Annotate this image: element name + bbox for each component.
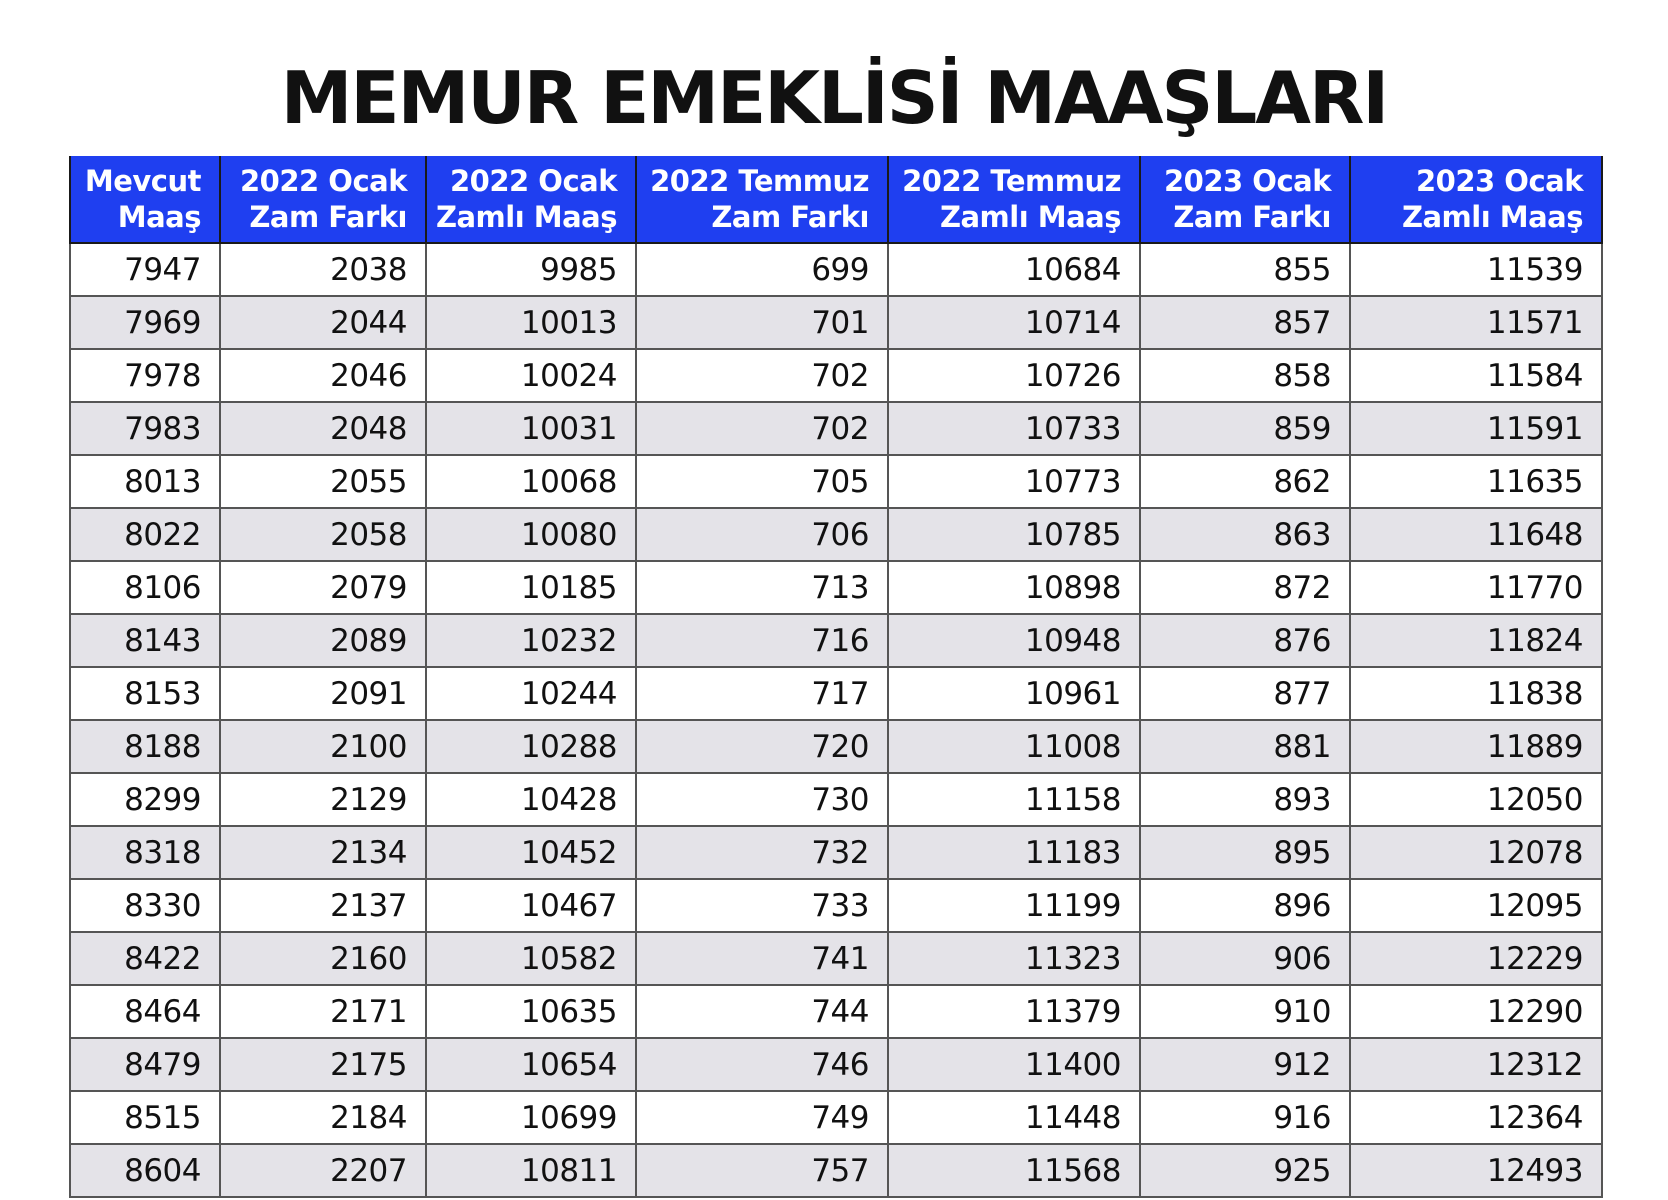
table-cell: 8515: [70, 1091, 220, 1144]
table-cell: 8299: [70, 773, 220, 826]
table-cell: 11379: [888, 985, 1140, 1038]
table-cell: 10080: [426, 508, 636, 561]
table-cell: 895: [1140, 826, 1350, 879]
table-cell: 2171: [220, 985, 426, 1038]
table-cell: 705: [636, 455, 888, 508]
table-cell: 10031: [426, 402, 636, 455]
table-row: [70, 349, 1602, 402]
table-cell: 11838: [1350, 667, 1602, 720]
table-cell: 862: [1140, 455, 1350, 508]
column-header-line: Mevcut: [84, 164, 201, 198]
table-cell: 7983: [70, 402, 220, 455]
column-header-line: 2023 Ocak: [1163, 164, 1331, 198]
table-cell: 10714: [888, 296, 1140, 349]
table-cell: 11008: [888, 720, 1140, 773]
table-cell: 8106: [70, 561, 220, 614]
column-header-line: Maaş: [117, 200, 201, 234]
table-cell: 857: [1140, 296, 1350, 349]
table-cell: 12290: [1350, 985, 1602, 1038]
table-cell: 11158: [888, 773, 1140, 826]
table-cell: 893: [1140, 773, 1350, 826]
table-cell: 10288: [426, 720, 636, 773]
table-row: [70, 455, 1602, 508]
table-cell: 2134: [220, 826, 426, 879]
table-cell: 757: [636, 1144, 888, 1197]
table-cell: 2129: [220, 773, 426, 826]
table-cell: 12229: [1350, 932, 1602, 985]
table-cell: 2038: [220, 243, 426, 296]
table-cell: 2175: [220, 1038, 426, 1091]
table-cell: 10811: [426, 1144, 636, 1197]
column-header-line: 2022 Ocak: [449, 164, 617, 198]
table-row: [70, 243, 1602, 296]
table-cell: 12364: [1350, 1091, 1602, 1144]
column-header-line: Zam Farkı: [1173, 200, 1331, 234]
column-header-2023-ocak-zamli-maas: [1350, 156, 1602, 243]
table-cell: 8479: [70, 1038, 220, 1091]
table-cell: 8143: [70, 614, 220, 667]
table-cell: 8013: [70, 455, 220, 508]
table-cell: 872: [1140, 561, 1350, 614]
table-row: [70, 932, 1602, 985]
table-cell: 10635: [426, 985, 636, 1038]
table-cell: 8188: [70, 720, 220, 773]
column-header-line: Zam Farkı: [249, 200, 407, 234]
table-cell: 10428: [426, 773, 636, 826]
table-cell: 8022: [70, 508, 220, 561]
table-cell: 7947: [70, 243, 220, 296]
table-cell: 11889: [1350, 720, 1602, 773]
table-cell: 730: [636, 773, 888, 826]
table-cell: 855: [1140, 243, 1350, 296]
table-cell: 702: [636, 349, 888, 402]
table-cell: 8318: [70, 826, 220, 879]
table-cell: 11648: [1350, 508, 1602, 561]
column-header-2022-temmuz-zam-farki: [636, 156, 888, 243]
table-row: [70, 561, 1602, 614]
table-cell: 2091: [220, 667, 426, 720]
column-header-line: Zamlı Maaş: [1401, 200, 1583, 234]
table-body: [70, 243, 1602, 1197]
table-cell: 2079: [220, 561, 426, 614]
table-cell: 8422: [70, 932, 220, 985]
table-cell: 859: [1140, 402, 1350, 455]
header-row: [70, 156, 1602, 243]
table-cell: 2100: [220, 720, 426, 773]
table-cell: 717: [636, 667, 888, 720]
table-cell: 11568: [888, 1144, 1140, 1197]
table-cell: 2044: [220, 296, 426, 349]
table-cell: 699: [636, 243, 888, 296]
table-cell: 916: [1140, 1091, 1350, 1144]
table-cell: 10684: [888, 243, 1140, 296]
table-cell: 11584: [1350, 349, 1602, 402]
table-cell: 11824: [1350, 614, 1602, 667]
table-cell: 881: [1140, 720, 1350, 773]
table-cell: 733: [636, 879, 888, 932]
table-row: [70, 1144, 1602, 1197]
table-cell: 12050: [1350, 773, 1602, 826]
table-row: [70, 879, 1602, 932]
column-header-2022-ocak-zamli-maas: [426, 156, 636, 243]
column-header-line: Zamlı Maaş: [435, 200, 617, 234]
table-cell: 2058: [220, 508, 426, 561]
table-cell: 11199: [888, 879, 1140, 932]
table-cell: 2160: [220, 932, 426, 985]
column-header-line: 2022 Temmuz: [650, 164, 869, 198]
table-row: [70, 508, 1602, 561]
column-header-line: Zamlı Maaş: [939, 200, 1121, 234]
table-cell: 744: [636, 985, 888, 1038]
table-cell: 746: [636, 1038, 888, 1091]
column-header-line: 2023 Ocak: [1415, 164, 1583, 198]
table-cell: 12493: [1350, 1144, 1602, 1197]
table-cell: 11770: [1350, 561, 1602, 614]
table-cell: 10785: [888, 508, 1140, 561]
table-cell: 10948: [888, 614, 1140, 667]
table-row: [70, 773, 1602, 826]
table-cell: 732: [636, 826, 888, 879]
column-header-line: 2022 Temmuz: [902, 164, 1121, 198]
table-row: [70, 720, 1602, 773]
table-cell: 7969: [70, 296, 220, 349]
table-cell: 10467: [426, 879, 636, 932]
column-header-2023-ocak-zam-farki: [1140, 156, 1350, 243]
column-header-2022-temmuz-zamli-maas: [888, 156, 1140, 243]
table-cell: 10013: [426, 296, 636, 349]
table-cell: 12095: [1350, 879, 1602, 932]
table-cell: 2048: [220, 402, 426, 455]
column-header-mevcut-maas: [70, 156, 220, 243]
table-cell: 12312: [1350, 1038, 1602, 1091]
table-cell: 910: [1140, 985, 1350, 1038]
table-cell: 11635: [1350, 455, 1602, 508]
table-cell: 11323: [888, 932, 1140, 985]
table-cell: 9985: [426, 243, 636, 296]
table-cell: 11571: [1350, 296, 1602, 349]
page-title: MEMUR EMEKLİSİ MAAŞLARI: [280, 56, 1388, 140]
table-cell: 8153: [70, 667, 220, 720]
table-cell: 10654: [426, 1038, 636, 1091]
table-cell: 720: [636, 720, 888, 773]
table-row: [70, 1091, 1602, 1144]
table-cell: 896: [1140, 879, 1350, 932]
table-cell: 10726: [888, 349, 1140, 402]
table-row: [70, 826, 1602, 879]
table-cell: 10452: [426, 826, 636, 879]
table-cell: 10961: [888, 667, 1140, 720]
table-cell: 11183: [888, 826, 1140, 879]
table-cell: 749: [636, 1091, 888, 1144]
table-cell: 10699: [426, 1091, 636, 1144]
table-cell: 10244: [426, 667, 636, 720]
table-cell: 12078: [1350, 826, 1602, 879]
table-row: [70, 667, 1602, 720]
table-cell: 925: [1140, 1144, 1350, 1197]
column-header-line: 2022 Ocak: [239, 164, 407, 198]
table-cell: 11591: [1350, 402, 1602, 455]
table-cell: 706: [636, 508, 888, 561]
table-cell: 11400: [888, 1038, 1140, 1091]
table-cell: 10898: [888, 561, 1140, 614]
table-cell: 701: [636, 296, 888, 349]
table-cell: 11448: [888, 1091, 1140, 1144]
column-header-2022-ocak-zam-farki: [220, 156, 426, 243]
table-cell: 10024: [426, 349, 636, 402]
table-cell: 10582: [426, 932, 636, 985]
table-row: [70, 614, 1602, 667]
table-cell: 876: [1140, 614, 1350, 667]
table-cell: 858: [1140, 349, 1350, 402]
table-cell: 2137: [220, 879, 426, 932]
table-cell: 10773: [888, 455, 1140, 508]
table-row: [70, 402, 1602, 455]
table-cell: 8464: [70, 985, 220, 1038]
salary-table: [69, 156, 1603, 1198]
table-cell: 8604: [70, 1144, 220, 1197]
table-cell: 863: [1140, 508, 1350, 561]
salary-table-container: [69, 156, 1601, 1198]
table-cell: 906: [1140, 932, 1350, 985]
table-cell: 912: [1140, 1038, 1350, 1091]
table-cell: 7978: [70, 349, 220, 402]
table-cell: 877: [1140, 667, 1350, 720]
table-cell: 8330: [70, 879, 220, 932]
table-cell: 2184: [220, 1091, 426, 1144]
table-row: [70, 985, 1602, 1038]
table-cell: 2046: [220, 349, 426, 402]
table-cell: 10733: [888, 402, 1140, 455]
table-row: [70, 1038, 1602, 1091]
table-cell: 713: [636, 561, 888, 614]
table-cell: 716: [636, 614, 888, 667]
table-cell: 2055: [220, 455, 426, 508]
table-cell: 702: [636, 402, 888, 455]
table-cell: 10185: [426, 561, 636, 614]
table-cell: 10232: [426, 614, 636, 667]
table-cell: 741: [636, 932, 888, 985]
table-cell: 10068: [426, 455, 636, 508]
table-cell: 2089: [220, 614, 426, 667]
column-header-line: Zam Farkı: [711, 200, 869, 234]
table-cell: 2207: [220, 1144, 426, 1197]
table-row: [70, 296, 1602, 349]
table-cell: 11539: [1350, 243, 1602, 296]
